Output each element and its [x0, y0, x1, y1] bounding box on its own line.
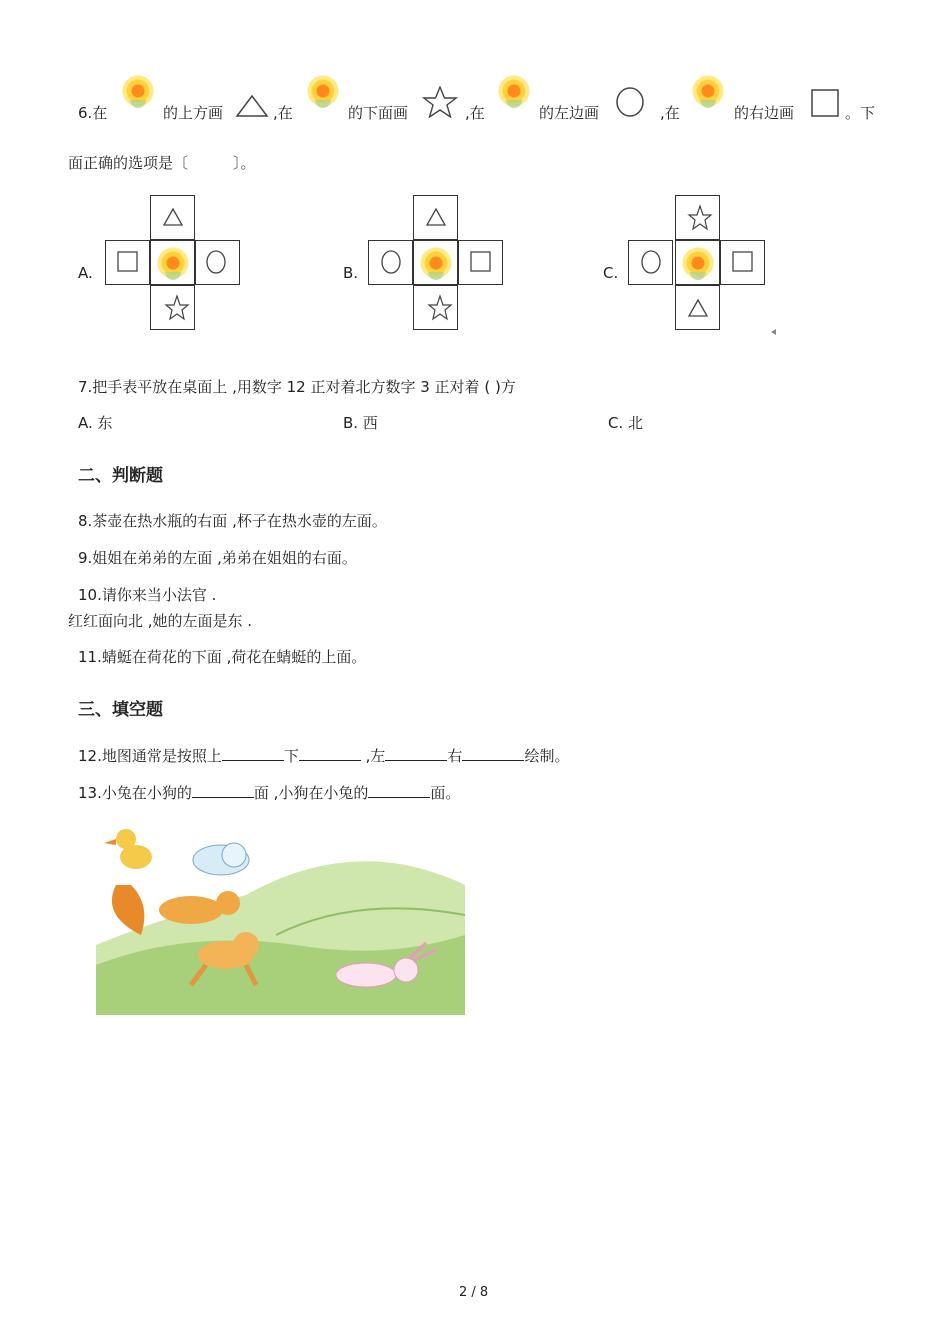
answer-blank[interactable] [368, 783, 430, 798]
cell-top [413, 195, 458, 240]
q10-statement: 红红面向北 ,她的左面是东 . [68, 612, 253, 630]
cell-top [675, 195, 720, 240]
flower-icon [681, 246, 715, 280]
q6-text-1: 6.在 [78, 104, 108, 122]
cell-right [195, 240, 240, 285]
q7-text: 7.把手表平放在桌面上 ,用数字 12 正对着北方数字 3 正对着 ( )方 [78, 378, 516, 396]
q12-text-c: ,左 [360, 747, 386, 765]
q6-text-8: 的右边画 [734, 104, 795, 122]
circle-icon [196, 241, 241, 286]
answer-blank[interactable] [385, 746, 447, 761]
cell-center [413, 240, 458, 285]
cell-right [720, 240, 765, 285]
q6-text-line2: 面正确的选项是〔 〕。 [68, 154, 256, 172]
q12-line [78, 745, 569, 766]
answer-blank[interactable] [462, 746, 524, 761]
square-icon [721, 241, 766, 286]
q13-text-c: 面。 [430, 784, 461, 802]
arrow-mark-icon [770, 328, 778, 336]
q7-option-c[interactable]: C. 北 [608, 414, 644, 432]
cell-bottom [675, 285, 720, 330]
answer-blank[interactable] [299, 746, 361, 761]
triangle-icon [414, 196, 459, 241]
q13-line [78, 782, 460, 803]
q6-text-5: ,在 [465, 104, 485, 122]
q9-text: 9.姐姐在弟弟的左面 ,弟弟在姐姐的右面。 [78, 549, 357, 567]
cell-top [150, 195, 195, 240]
cell-left [368, 240, 413, 285]
star-icon [422, 86, 458, 118]
square-icon [106, 241, 151, 286]
cell-bottom [413, 285, 458, 330]
cell-left [105, 240, 150, 285]
answer-blank[interactable] [192, 783, 254, 798]
square-icon [810, 88, 840, 118]
circle-icon [614, 86, 646, 118]
q12-text-d: 右 [447, 747, 463, 765]
q13-text-a: 13.小兔在小狗的 [78, 784, 192, 802]
circle-icon [369, 241, 414, 286]
flower-icon [691, 74, 725, 108]
q7-option-a[interactable]: A. 东 [78, 414, 113, 432]
section-heading-fill-blank: 三、填空题 [78, 700, 163, 720]
circle-icon [629, 241, 674, 286]
q10-text: 10.请你来当小法官 . [78, 586, 217, 604]
q12-text-a: 12.地图通常是按照上 [78, 747, 222, 765]
option-b-label[interactable]: B. [343, 264, 359, 282]
triangle-icon [151, 196, 196, 241]
option-a-label[interactable]: A. [78, 264, 93, 282]
q12-text-e: 绘制。 [524, 747, 570, 765]
flower-icon [419, 246, 453, 280]
flower-icon [306, 74, 340, 108]
q7-option-b[interactable]: B. 西 [343, 414, 378, 432]
flower-icon [121, 74, 155, 108]
cell-center [675, 240, 720, 285]
triangle-icon [235, 94, 269, 118]
flower-icon [497, 74, 531, 108]
q11-text: 11.蜻蜓在荷花的下面 ,荷花在蜻蜓的上面。 [78, 648, 367, 666]
option-c-label[interactable]: C. [603, 264, 619, 282]
cell-right [458, 240, 503, 285]
q8-text: 8.茶壶在热水瓶的右面 ,杯子在热水壶的左面。 [78, 512, 387, 530]
star-icon [414, 286, 459, 331]
cell-center [150, 240, 195, 285]
flower-icon [156, 246, 190, 280]
page-number: 2 / 8 [459, 1285, 489, 1300]
square-icon [459, 241, 504, 286]
q6-text-6: 的左边画 [539, 104, 600, 122]
answer-blank[interactable] [222, 746, 284, 761]
triangle-icon [676, 286, 721, 331]
star-icon [151, 286, 196, 331]
q6-text-9: 。下 [845, 104, 876, 122]
q13-text-b: 面 ,小狗在小兔的 [253, 784, 369, 802]
q6-text-3: ,在 [273, 104, 293, 122]
q6-text-4: 的下面画 [348, 104, 409, 122]
q6-text-2: 的上方画 [163, 104, 224, 122]
cell-bottom [150, 285, 195, 330]
q12-text-b: 下 [283, 747, 299, 765]
q6-text-7: ,在 [660, 104, 680, 122]
animal-scene-image [96, 825, 465, 1015]
section-heading-judgement: 二、判断题 [78, 466, 163, 486]
cell-left [628, 240, 673, 285]
star-icon [676, 196, 721, 241]
